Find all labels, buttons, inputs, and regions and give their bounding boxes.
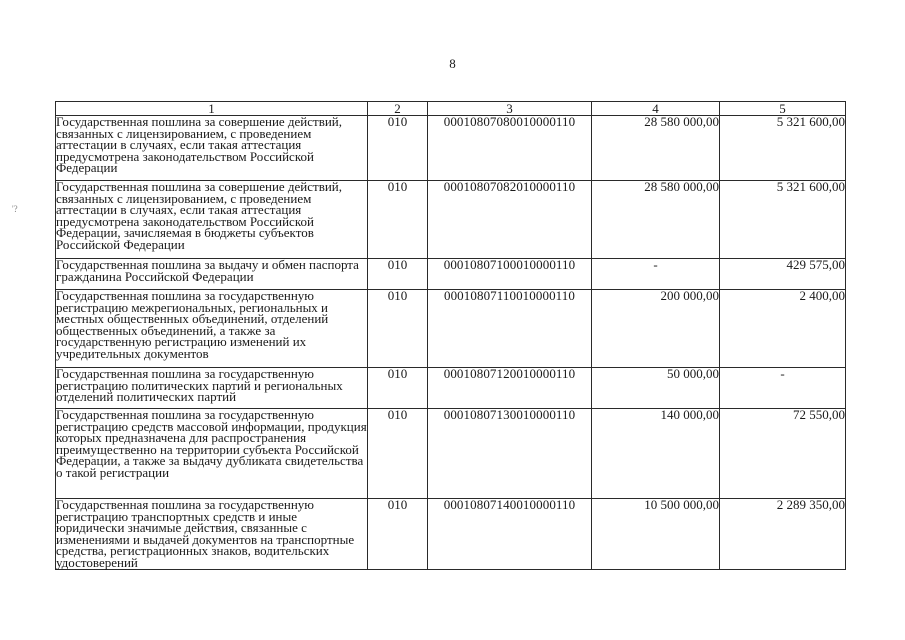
column-header-3: 3 [428,102,592,116]
admin-code: 010 [368,290,428,368]
column-header-1: 1 [56,102,368,116]
fee-description: Государственная пошлина за совершение действий, связанных с лицензированием, с проведением аттестации в случаях, если такая аттестация предусмотрена законодательством Российской Федерации, зачисляемая в бюджеты субъектов Российской Федерации [56,181,368,259]
admin-code: 010 [368,116,428,181]
admin-code: 010 [368,259,428,290]
fee-description: Государственная пошлина за государственную регистрацию политических партий и региональных отделений политических партий [56,368,368,409]
table-row [56,181,846,259]
actual-amount: 5 321 600,00 [720,116,846,181]
budget-classification-code: 00010807140010000110 [428,499,592,570]
planned-amount: 10 500 000,00 [592,499,720,570]
planned-amount: 28 580 000,00 [592,181,720,259]
margin-mark: '? [12,204,18,214]
budget-classification-code: 00010807120010000110 [428,368,592,409]
table-row [56,290,846,368]
planned-amount: - [592,259,720,290]
planned-amount: 200 000,00 [592,290,720,368]
column-header-5: 5 [720,102,846,116]
column-header-4: 4 [592,102,720,116]
budget-classification-code: 00010807130010000110 [428,409,592,499]
actual-amount: 2 289 350,00 [720,499,846,570]
actual-amount: 2 400,00 [720,290,846,368]
table-row [56,116,846,181]
planned-amount: 28 580 000,00 [592,116,720,181]
actual-amount: - [720,368,846,409]
budget-classification-code: 00010807110010000110 [428,290,592,368]
admin-code: 010 [368,181,428,259]
column-header-2: 2 [368,102,428,116]
admin-code: 010 [368,409,428,499]
fee-description: Государственная пошлина за государственную регистрацию транспортных средств и иные юридически значимые действия, связанные с изменениями и выдачей документов на транспортные средства, регистрационных знаков, водительских удостоверений [56,499,368,570]
actual-amount: 72 550,00 [720,409,846,499]
page-number: 8 [449,56,456,71]
fee-description: Государственная пошлина за государственную регистрацию межрегиональных, региональных и местных общественных объединений, отделений общественных объединений, а также за государственную регистрацию изменений их учредительных документов [56,290,368,368]
fee-description: Государственная пошлина за выдачу и обмен паспорта гражданина Российской Федерации [56,259,368,290]
state-fee-table [55,101,846,570]
table-row [56,409,846,499]
actual-amount: 5 321 600,00 [720,181,846,259]
table-row [56,368,846,409]
planned-amount: 50 000,00 [592,368,720,409]
budget-classification-code: 00010807080010000110 [428,116,592,181]
planned-amount: 140 000,00 [592,409,720,499]
table-row [56,499,846,570]
fee-description: Государственная пошлина за государственную регистрацию средств массовой информации, продукция которых предназначена для распространения преимущественно на территории субъекта Российской Федерации, а также за выдачу дубликата свидетельства о такой регистрации [56,409,368,499]
budget-classification-code: 00010807082010000110 [428,181,592,259]
table-row [56,259,846,290]
fee-description: Государственная пошлина за совершение действий, связанных с лицензированием, с проведением аттестации в случаях, если такая аттестация предусмотрена законодательством Российской Федерации [56,116,368,181]
budget-classification-code: 00010807100010000110 [428,259,592,290]
admin-code: 010 [368,499,428,570]
actual-amount: 429 575,00 [720,259,846,290]
admin-code: 010 [368,368,428,409]
